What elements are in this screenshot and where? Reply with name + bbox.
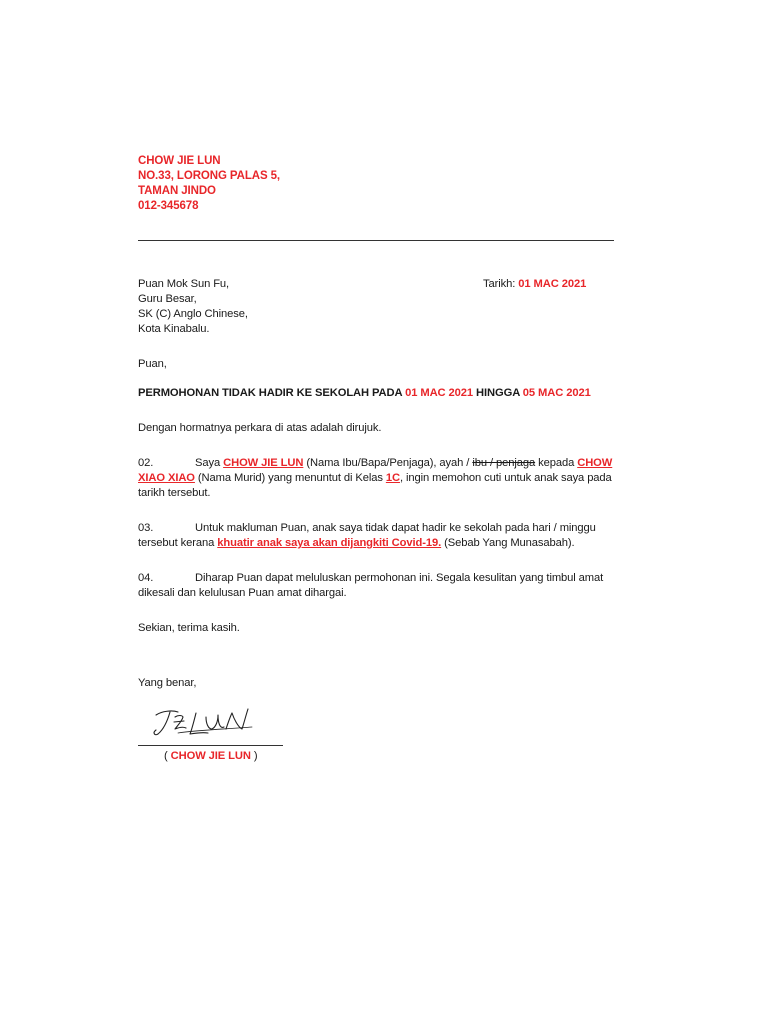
class-name: 1C: [385, 472, 400, 484]
paragraph-04-text: Diharap Puan dapat meluluskan permohonan ini. Segala kesulitan yang timbul amat dikesali dan kelulusan Puan amat dihargai.: [138, 572, 604, 599]
paragraph-03-text1: Untuk makluman Puan, anak saya tidak dapat hadir ke sekolah pada hari / minggu tersebut kerana: [138, 522, 596, 549]
child-name: CHOW XIAO XIAO: [138, 457, 613, 484]
paragraph-02-text3: kepada: [535, 457, 578, 469]
paragraph-03-text2: (Sebab Yang Munasabah).: [441, 537, 575, 549]
date-field: [483, 277, 586, 292]
letter-body: [138, 154, 618, 765]
intro-paragraph: Dengan hormatnya perkara di atas adalah dirujuk.: [138, 422, 382, 434]
recipient-line1: Puan Mok Sun Fu,: [138, 278, 230, 290]
salutation: Puan,: [138, 358, 167, 370]
subject-date-from: 01 MAC 2021: [405, 387, 474, 399]
parent-name: CHOW JIE LUN: [223, 457, 304, 469]
paragraph-02-number: 02.: [138, 457, 154, 469]
signatory-open-paren: (: [164, 750, 171, 762]
sender-name: CHOW JIE LUN: [138, 155, 221, 167]
recipient-line2: Guru Besar,: [138, 293, 197, 305]
recipient-line4: Kota Kinabalu.: [138, 323, 210, 335]
subject-line: [138, 386, 618, 401]
sender-address-line2: TAMAN JINDO: [138, 185, 216, 197]
recipient-line3: SK (C) Anglo Chinese,: [138, 308, 248, 320]
struck-text: ibu / penjaga: [472, 457, 536, 469]
paragraph-03-number: 03.: [138, 522, 154, 534]
paragraph-03: [138, 521, 618, 551]
sender-address-line1: NO.33, LORONG PALAS 5,: [138, 170, 280, 182]
signatory-name-text: CHOW JIE LUN: [170, 750, 251, 762]
date-label: Tarikh:: [483, 278, 519, 290]
sender-block: [138, 154, 618, 214]
signature-block: [138, 705, 618, 765]
closing-line: Sekian, terima kasih.: [138, 622, 240, 634]
absence-reason: khuatir anak saya akan dijangkiti Covid-19.: [217, 537, 442, 549]
sender-phone: 012-345678: [138, 200, 199, 212]
sign-off: Yang benar,: [138, 677, 197, 689]
paragraph-02-text5: , ingin memohon cuti untuk anak saya pada tarikh tersebut.: [138, 472, 612, 499]
paragraph-02-text4: (Nama Murid) yang menuntut di Kelas: [194, 472, 386, 484]
paragraph-02: [138, 456, 618, 501]
signature-line: [138, 745, 283, 746]
subject-middle: HINGGA: [473, 387, 523, 399]
signatory-name: [164, 749, 258, 764]
paragraph-04: [138, 571, 618, 601]
header-divider: [138, 240, 614, 241]
recipient-row: [138, 277, 618, 337]
paragraph-04-number: 04.: [138, 572, 154, 584]
handwritten-signature: [148, 703, 258, 741]
subject-date-to: 05 MAC 2021: [522, 387, 591, 399]
paragraph-02-text2: (Nama Ibu/Bapa/Penjaga), ayah /: [303, 457, 473, 469]
subject-text: PERMOHONAN TIDAK HADIR KE SEKOLAH PADA: [138, 387, 406, 399]
paragraph-02-text1: Saya: [195, 457, 224, 469]
signatory-close-paren: ): [250, 750, 258, 762]
date-value: 01 MAC 2021: [518, 278, 587, 290]
